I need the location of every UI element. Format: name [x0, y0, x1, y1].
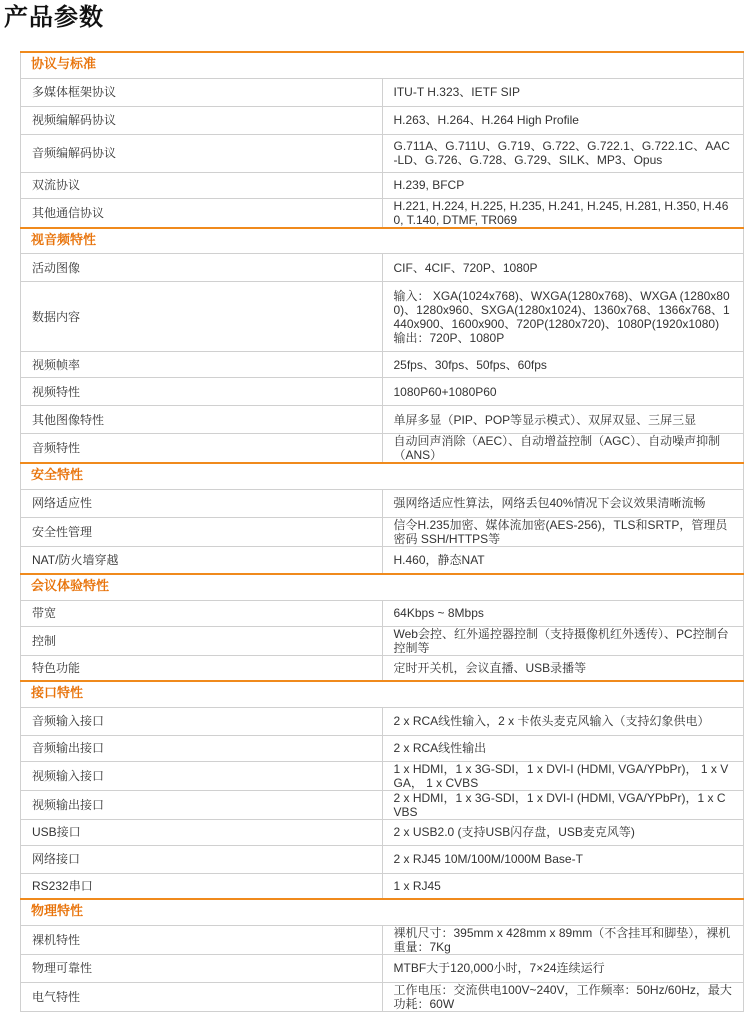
- spec-table: [20, 51, 744, 1012]
- spec-value-line: 工作电压：交流供电100V~240V，工作频率：50Hz/60Hz，最大功耗：60W: [393, 982, 732, 1011]
- spec-label: 特色功能: [21, 655, 383, 681]
- spec-value-line: 强网络适应性算法，网络丢包40%情况下会议效果清晰流畅: [393, 496, 706, 510]
- spec-value: [382, 198, 744, 228]
- section-title: 物理特性: [21, 899, 744, 925]
- spec-value-line: 输出：720P、1080P: [393, 330, 505, 345]
- section-header: [21, 899, 744, 925]
- spec-value: [382, 406, 744, 434]
- spec-value-line: 2 x RCA线性输入，2 x 卡侬头麦克风输入（支持幻象供电）: [393, 714, 710, 728]
- spec-value: [382, 845, 744, 873]
- spec-row: [21, 106, 744, 134]
- spec-value-line: 1 x HDMI，1 x 3G-SDI，1 x DVI-I (HDMI, VGA/YPbPr)， 1 x VGA， 1 x CVBS: [393, 761, 729, 790]
- spec-value-line: 2 x RJ45 10M/100M/1000M Base-T: [393, 852, 583, 866]
- spec-row: [21, 655, 744, 681]
- spec-row: [21, 78, 744, 106]
- spec-row: [21, 198, 744, 228]
- spec-value: [382, 282, 744, 352]
- spec-value: [382, 982, 744, 1011]
- spec-value: [382, 134, 744, 172]
- spec-value: [382, 106, 744, 134]
- spec-value: [382, 873, 744, 899]
- spec-row: [21, 282, 744, 352]
- section-title: 协议与标准: [21, 52, 744, 78]
- spec-value: [382, 707, 744, 735]
- spec-value-line: CIF、4CIF、720P、1080P: [393, 260, 538, 275]
- spec-label: 视频特性: [21, 378, 383, 406]
- spec-label: 音频特性: [21, 434, 383, 464]
- spec-label: 视频编解码协议: [21, 106, 383, 134]
- spec-value: [382, 925, 744, 954]
- spec-row: [21, 134, 744, 172]
- spec-label: 网络接口: [21, 845, 383, 873]
- spec-value-line: H.221, H.224, H.225, H.235, H.241, H.245, H.281, H.350, H.460, T.140, DTMF, TR069: [393, 198, 729, 227]
- spec-label: 电气特性: [21, 982, 383, 1011]
- spec-label: 其他图像特性: [21, 406, 383, 434]
- spec-row: [21, 954, 744, 982]
- spec-row: [21, 626, 744, 655]
- spec-value: [382, 78, 744, 106]
- page-title: 产品参数: [4, 3, 104, 31]
- spec-label: RS232串口: [21, 873, 383, 899]
- spec-label: 安全性管理: [21, 517, 383, 546]
- spec-value: [382, 254, 744, 282]
- spec-value-line: 64Kbps ~ 8Mbps: [393, 606, 484, 620]
- spec-value-line: 2 x RCA线性输出: [393, 741, 487, 755]
- spec-row: [21, 378, 744, 406]
- spec-value: [382, 819, 744, 845]
- spec-label: 网络适应性: [21, 489, 383, 517]
- spec-label: 裸机特性: [21, 925, 383, 954]
- spec-value: [382, 790, 744, 819]
- spec-value-line: 裸机尺寸：395mm x 428mm x 89mm（不含挂耳和脚垫），裸机重量：7Kg: [393, 925, 731, 954]
- spec-value: [382, 172, 744, 198]
- spec-label: 音频输出接口: [21, 735, 383, 761]
- spec-value: [382, 954, 744, 982]
- spec-label: NAT/防火墙穿越: [21, 546, 383, 574]
- spec-value-line: 1080P60+1080P60: [393, 384, 497, 399]
- spec-label: 音频输入接口: [21, 707, 383, 735]
- spec-row: [21, 352, 744, 378]
- section-header: [21, 681, 744, 707]
- spec-value-line: 1 x RJ45: [393, 878, 441, 893]
- section-header: [21, 228, 744, 254]
- spec-value-line: MTBF大于120,000小时，7×24连续运行: [393, 961, 605, 975]
- spec-value-line: 2 x HDMI，1 x 3G-SDI，1 x DVI-I (HDMI, VGA/YPbPr)，1 x CVBS: [393, 790, 726, 819]
- spec-label: 活动图像: [21, 254, 383, 282]
- spec-label: 双流协议: [21, 172, 383, 198]
- spec-label: 视频帧率: [21, 352, 383, 378]
- spec-value: [382, 517, 744, 546]
- spec-label: 其他通信协议: [21, 198, 383, 228]
- spec-label: 视频输出接口: [21, 790, 383, 819]
- spec-label: USB接口: [21, 819, 383, 845]
- spec-label: 物理可靠性: [21, 954, 383, 982]
- spec-row: [21, 707, 744, 735]
- spec-label: 数据内容: [21, 282, 383, 352]
- spec-value-line: Web会控、红外遥控器控制（支持摄像机红外透传）、PC控制台控制等: [393, 626, 729, 655]
- section-title: 接口特性: [21, 681, 744, 707]
- spec-value-line: 单屏多显（PIP、POP等显示模式）、双屏双显、三屏三显: [393, 412, 697, 427]
- spec-row: [21, 790, 744, 819]
- spec-row: [21, 735, 744, 761]
- spec-label: 音频编解码协议: [21, 134, 383, 172]
- section-title: 会议体验特性: [21, 574, 744, 600]
- spec-table-body: [21, 52, 744, 1011]
- section-header: [21, 574, 744, 600]
- spec-row: [21, 546, 744, 574]
- spec-label: 控制: [21, 626, 383, 655]
- spec-value-line: H.263、H.264、H.264 High Profile: [393, 113, 579, 127]
- spec-value: [382, 600, 744, 626]
- spec-row: [21, 761, 744, 790]
- spec-row: [21, 982, 744, 1011]
- spec-row: [21, 517, 744, 546]
- spec-value: [382, 489, 744, 517]
- spec-row: [21, 819, 744, 845]
- spec-row: [21, 925, 744, 954]
- spec-value: [382, 352, 744, 378]
- spec-value: [382, 735, 744, 761]
- spec-value-line: 自动回声消除（AEC）、自动增益控制（AGC）、自动噪声抑制（ANS）: [393, 434, 721, 462]
- spec-value-line: 定时开关机，会议直播、USB录播等: [393, 660, 587, 675]
- spec-value-line: G.711A、G.711U、G.719、G.722、G.722.1、G.722.1C、AAC-LD、G.726、G.728、G.729、SILK、MP3、Opus: [393, 139, 730, 167]
- spec-row: [21, 845, 744, 873]
- spec-value: [382, 626, 744, 655]
- spec-row: [21, 600, 744, 626]
- spec-value-line: H.460，静态NAT: [393, 552, 485, 567]
- spec-value-line: 输入： XGA(1024x768)、WXGA(1280x768)、WXGA (1280x800)、1280x960、SXGA(1280x1024)、1360x768、1366x768、1440x900、1600x900、720P(1280x720)、1080P(1920x1080): [393, 288, 730, 331]
- spec-label: 多媒体框架协议: [21, 78, 383, 106]
- spec-value: [382, 761, 744, 790]
- section-title: 视音频特性: [21, 228, 744, 254]
- spec-value-line: 信令H.235加密、媒体流加密(AES-256)，TLS和SRTP，管理员密码 SSH/HTTPS等: [393, 517, 728, 546]
- spec-value: [382, 655, 744, 681]
- spec-value: [382, 378, 744, 406]
- spec-row: [21, 873, 744, 899]
- section-header: [21, 463, 744, 489]
- section-title: 安全特性: [21, 463, 744, 489]
- spec-row: [21, 434, 744, 464]
- spec-value-line: H.239, BFCP: [393, 178, 465, 192]
- spec-value: [382, 434, 744, 464]
- spec-row: [21, 489, 744, 517]
- section-header: [21, 52, 744, 78]
- spec-value-line: 2 x USB2.0 (支持USB闪存盘，USB麦克风等): [393, 825, 635, 839]
- spec-row: [21, 406, 744, 434]
- spec-row: [21, 172, 744, 198]
- spec-value: [382, 546, 744, 574]
- spec-label: 带宽: [21, 600, 383, 626]
- spec-value-line: ITU-T H.323、IETF SIP: [393, 85, 520, 99]
- spec-label: 视频输入接口: [21, 761, 383, 790]
- spec-value-line: 25fps、30fps、50fps、60fps: [393, 357, 547, 372]
- spec-row: [21, 254, 744, 282]
